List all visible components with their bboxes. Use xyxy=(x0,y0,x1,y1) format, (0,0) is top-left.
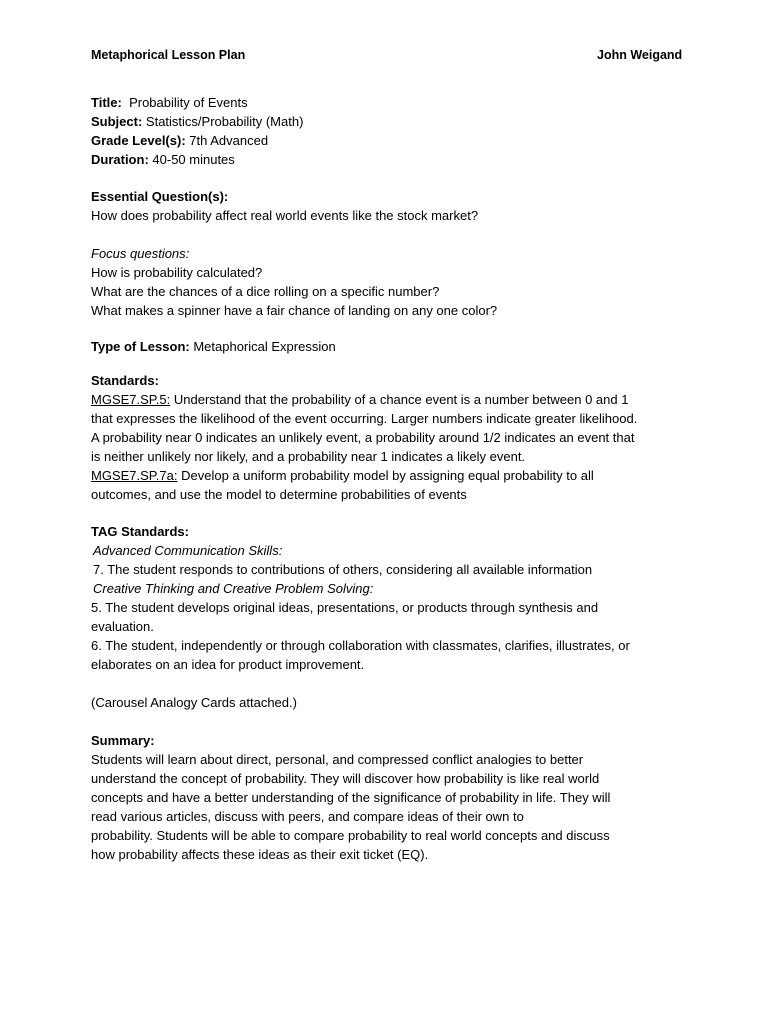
tag-item: 7. The student responds to contributions of others, considering all available information xyxy=(93,562,593,577)
summary-line: read various articles, discuss with peers, and compare ideas of their own to xyxy=(91,809,524,824)
tag-subheading: Advanced Communication Skills: xyxy=(93,543,283,558)
grade-value: 7th Advanced xyxy=(189,133,269,148)
duration-line xyxy=(91,150,691,169)
standard-text: is neither unlikely nor likely, and a probability near 1 indicates a likely event. xyxy=(91,449,526,464)
grade-label: Grade Level(s): xyxy=(91,133,186,148)
duration-label: Duration: xyxy=(91,152,149,167)
summary-body xyxy=(91,750,691,864)
title-value: Probability of Events xyxy=(129,95,248,110)
summary-heading: Summary: xyxy=(91,733,155,748)
lesson-type-line xyxy=(91,337,691,356)
standards-heading: Standards: xyxy=(91,373,159,388)
standard-text: Understand that the probability of a chance event is a number between 0 and 1 xyxy=(170,392,629,407)
lesson-type-label: Type of Lesson: xyxy=(91,339,190,354)
title-line xyxy=(91,93,691,112)
duration-value: 40-50 minutes xyxy=(152,152,235,167)
tag-item-6 xyxy=(91,636,691,674)
subject-label: Subject: xyxy=(91,114,143,129)
summary-line: how probability affects these ideas as their exit ticket (EQ). xyxy=(91,847,429,862)
lesson-type-value: Metaphorical Expression xyxy=(193,339,336,354)
focus-heading: Focus questions: xyxy=(91,246,190,261)
summary-line: probability. Students will be able to compare probability to real world concepts and discuss xyxy=(91,828,610,843)
attachment-note: (Carousel Analogy Cards attached.) xyxy=(91,695,297,710)
tag-heading: TAG Standards: xyxy=(91,524,189,539)
tag-item-text: 5. The student develops original ideas, presentations, or products through synthesis and xyxy=(91,600,599,615)
standard-text: outcomes, and use the model to determine probabilities of events xyxy=(91,487,467,502)
title-label: Title: xyxy=(91,95,122,110)
grade-line xyxy=(91,131,691,150)
essential-heading: Essential Question(s): xyxy=(91,189,229,204)
standard-sp7a xyxy=(91,466,691,504)
tag-item-text: 6. The student, independently or through collaboration with classmates, clarifies, illustrates, or xyxy=(91,638,630,653)
summary-line: Students will learn about direct, personal, and compressed conflict analogies to better xyxy=(91,752,584,767)
summary-line: understand the concept of probability. They will discover how probability is like real world xyxy=(91,771,600,786)
standard-text: that expresses the likelihood of the event occurring. Larger numbers indicate greater likelihood. xyxy=(91,411,638,426)
header-author: John Weigand xyxy=(597,48,683,62)
essential-question: How does probability affect real world events like the stock market? xyxy=(91,208,479,223)
subject-value: Statistics/Probability (Math) xyxy=(145,114,304,129)
standard-text: Develop a uniform probability model by assigning equal probability to all xyxy=(177,468,594,483)
tag-item-text: elaborates on an idea for product improvement. xyxy=(91,657,365,672)
tag-subheading: Creative Thinking and Creative Problem Solving: xyxy=(93,581,374,596)
tag-item-5 xyxy=(91,598,691,636)
focus-question: What makes a spinner have a fair chance of landing on any one color? xyxy=(91,303,498,318)
standard-code: MGSE7.SP.5: xyxy=(91,392,171,407)
header-document-type: Metaphorical Lesson Plan xyxy=(91,48,246,62)
subject-line xyxy=(91,112,691,131)
standard-text: A probability near 0 indicates an unlikely event, a probability around 1/2 indicates an event that xyxy=(91,430,635,445)
summary-line: concepts and have a better understanding of the significance of probability in life. They will xyxy=(91,790,611,805)
standard-sp5 xyxy=(91,390,691,466)
standard-code: MGSE7.SP.7a: xyxy=(91,468,178,483)
focus-question: What are the chances of a dice rolling on a specific number? xyxy=(91,284,440,299)
focus-question: How is probability calculated? xyxy=(91,265,263,280)
tag-item-text: evaluation. xyxy=(91,619,154,634)
